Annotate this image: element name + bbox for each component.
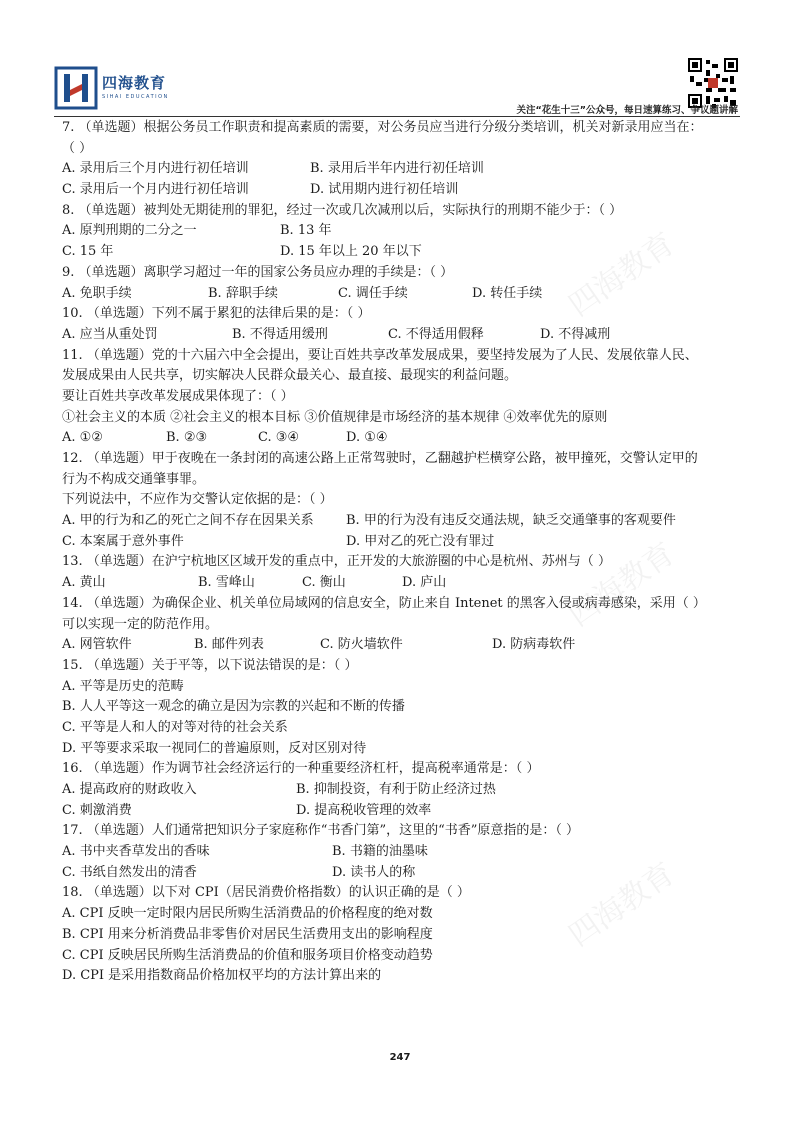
option-d: D. ①④ xyxy=(346,430,388,446)
brand-logo xyxy=(54,66,174,112)
option-d: D. 甲对乙的死亡没有罪过 xyxy=(346,533,495,549)
question-stem-cont: 下列说法中，不应作为交警认定依据的是：（ ） xyxy=(62,492,333,508)
question-stem: 13. （单选题）在沪宁杭地区区域开发的重点中，正开发的大旅游圈的中心是杭州、苏州与（ ） xyxy=(62,554,611,570)
option-d: D. CPI 是采用指数商品价格加权平均的方法计算出来的 xyxy=(62,968,382,984)
option-b: B. 录用后半年内进行初任培训 xyxy=(310,161,484,177)
watermark: 四海教育 xyxy=(562,226,682,324)
question-stem: 12. （单选题）甲于夜晚在一条封闭的高速公路上正常驾驶时，乙翻越护栏横穿公路，被甲撞死，交警认定甲的 xyxy=(62,451,698,466)
question-stem: 9. （单选题）离职学习超过一年的国家公务员应办理的手续是：（ ） xyxy=(62,264,454,280)
option-row xyxy=(62,428,752,449)
question-stem: 8. （单选题）被判处无期徒刑的罪犯，经过一次或几次减刑以后，实际执行的刑期不能少于：（ ） xyxy=(62,202,623,218)
option-row xyxy=(62,221,752,242)
option-row xyxy=(62,780,752,801)
question-stem-cont: 要让百姓共享改革发展成果体现了：（ ） xyxy=(62,388,294,404)
question-stem: 7. （单选题）根据公务员工作职责和提高素质的需要，对公务员应当进行分级分类培训，机关对新录用应当在： xyxy=(62,120,703,135)
question-stem-cont: 行为不构成交通肇事罪。 xyxy=(62,471,206,487)
option-row xyxy=(62,284,752,305)
option-b: B. 甲的行为没有违反交通法规，缺乏交通肇事的客观要件 xyxy=(346,513,676,529)
option-row xyxy=(62,532,752,553)
option-row xyxy=(62,863,752,884)
option-row xyxy=(62,242,752,263)
question-items: ①社会主义的本质 ②社会主义的根本目标 ③价值规律是市场经济的基本规律 ④效率优先的原则 xyxy=(62,409,608,425)
option-a: A. 网管软件 xyxy=(62,637,132,653)
option-c: C. 本案属于意外事件 xyxy=(62,533,184,549)
watermark: 四海教育 xyxy=(562,536,682,634)
logo-subtext: SIHAI EDUCATION xyxy=(102,94,169,100)
option-b: B. 书籍的油墨味 xyxy=(332,844,428,860)
option-d: D. 不得减刑 xyxy=(540,326,611,342)
qr-code-icon xyxy=(688,58,738,108)
header-divider xyxy=(54,116,740,117)
option-d: D. 提高税收管理的效率 xyxy=(296,802,432,818)
option-row xyxy=(62,801,752,822)
option-a: A. 黄山 xyxy=(62,575,106,591)
option-b: B. CPI 用来分析消费品非零售价对居民生活费用支出的影响程度 xyxy=(62,926,433,942)
option-c: C. 刺激消费 xyxy=(62,802,132,818)
option-a: A. 甲的行为和乙的死亡之间不存在因果关系 xyxy=(62,513,314,529)
option-b: B. 抑制投资，有利于防止经济过热 xyxy=(296,782,496,797)
option-d: D. 试用期内进行初任培训 xyxy=(310,182,459,198)
option-c: C. 调任手续 xyxy=(338,285,408,301)
question-stem-cont: 可以实现一定的防范作用。 xyxy=(62,616,219,632)
question-stem: 16. （单选题）作为调节社会经济运行的一种重要经济杠杆，提高税率通常是：（ ） xyxy=(62,761,540,777)
question-list xyxy=(62,118,752,987)
logo-text: 四海教育 xyxy=(102,74,167,92)
option-a: A. 原判刑期的二分之一 xyxy=(62,223,197,239)
option-d: D. 平等要求采取一视同仁的普遍原则，反对区别对待 xyxy=(62,740,367,756)
question-stem: 17. （单选题）人们通常把知识分子家庭称作“书香门第”，这里的“书香”原意指的是：（ ） xyxy=(62,823,580,839)
option-c: C. 书纸自然发出的清香 xyxy=(62,864,197,880)
option-a: A. 录用后三个月内进行初任培训 xyxy=(62,161,249,177)
option-d: D. 转任手续 xyxy=(472,285,543,301)
question-stem-cont: （ ） xyxy=(62,140,93,156)
option-row xyxy=(62,159,752,180)
option-row xyxy=(62,842,752,863)
header-note: 关注“花生十三”公众号，每日速算练习、争议题讲解 xyxy=(516,105,738,116)
option-c: C. 防火墙软件 xyxy=(320,637,403,653)
option-d: D. 防病毒软件 xyxy=(492,637,576,653)
option-d: D. 庐山 xyxy=(402,575,447,591)
question-stem: 18. （单选题）以下对 CPI（居民消费价格指数）的认识正确的是（ ） xyxy=(62,885,470,901)
option-c: C. 平等是人和人的对等对待的社会关系 xyxy=(62,719,288,735)
question-stem-cont: 发展成果由人民共享，切实解决人民群众最关心、最直接、最现实的利益问题。 xyxy=(62,368,518,384)
option-b: B. 人人平等这一观念的确立是因为宗教的兴起和不断的传播 xyxy=(62,699,405,715)
logo-mark-icon xyxy=(54,66,98,110)
option-row xyxy=(62,573,752,594)
option-b: B. 不得适用缓刑 xyxy=(232,326,328,342)
option-a: A. 应当从重处罚 xyxy=(62,326,158,342)
option-d: D. 15 年以上 20 年以下 xyxy=(280,244,422,260)
option-c: C. 15 年 xyxy=(62,244,114,260)
option-b: B. 辞职手续 xyxy=(208,285,278,301)
option-b: B. ②③ xyxy=(166,430,208,446)
option-a: A. CPI 反映一定时限内居民所购生活消费品的价格程度的绝对数 xyxy=(62,906,433,922)
question-stem: 14. （单选题）为确保企业、机关单位局域网的信息安全，防止来自 Intenet 的黑客入侵或病毒感染，采用（ ） xyxy=(62,595,706,611)
option-b: B. 13 年 xyxy=(280,223,332,239)
option-b: B. 雪峰山 xyxy=(198,575,255,591)
option-a: A. 提高政府的财政收入 xyxy=(62,782,197,797)
question-stem: 10. （单选题）下列不属于累犯的法律后果的是：（ ） xyxy=(62,306,371,322)
option-a: A. 平等是历史的范畴 xyxy=(62,678,184,694)
option-c: C. 衡山 xyxy=(302,575,346,591)
option-b: B. 邮件列表 xyxy=(194,637,264,653)
question-stem: 11. （单选题）党的十六届六中全会提出，要让百姓共享改革发展成果，要坚持发展为了人民、发展依靠人民、 xyxy=(62,347,698,363)
option-c: C. 不得适用假释 xyxy=(388,326,484,342)
watermark: 四海教育 xyxy=(562,856,682,954)
page-number: 247 xyxy=(389,1052,411,1063)
option-a: A. 免职手续 xyxy=(62,285,132,301)
option-c: C. ③④ xyxy=(258,430,300,446)
option-row xyxy=(62,511,752,532)
option-row xyxy=(62,180,752,201)
question-stem: 15. （单选题）关于平等，以下说法错误的是：（ ） xyxy=(62,657,358,673)
option-d: D. 读书人的称 xyxy=(332,864,416,880)
option-c: C. CPI 反映居民所购生活消费品的价值和服务项目价格变动趋势 xyxy=(62,947,433,963)
option-row xyxy=(62,635,752,656)
option-row xyxy=(62,325,752,346)
page-header xyxy=(0,0,800,118)
option-a: A. ①② xyxy=(62,430,103,446)
option-c: C. 录用后一个月内进行初任培训 xyxy=(62,182,249,198)
option-a: A. 书中夹香草发出的香味 xyxy=(62,844,210,860)
